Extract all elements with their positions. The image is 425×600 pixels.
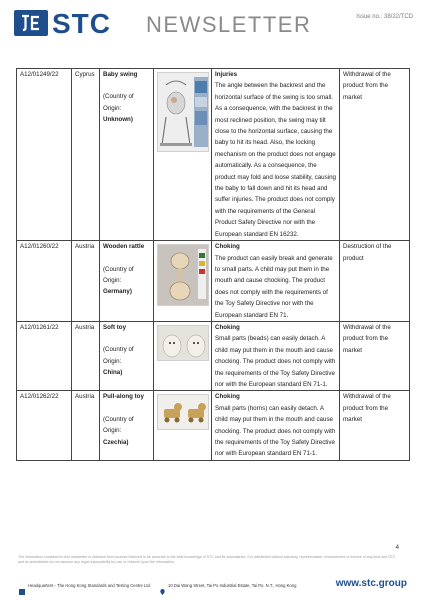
product-image-cell [154,69,212,241]
risk-description: Small parts (beads) can easily detach. A child may put them in the mouth and cause chocking. The product does not comply with the requirements of the Toy Safety Directive nor with the European standard EN 71-1. [215,335,336,388]
risk-type: Choking [215,393,240,401]
product-name: Wooden rattle [103,243,145,251]
pull-along-toy-photo [157,394,209,430]
stc-small-logo-icon [19,582,25,588]
table-row [17,241,410,322]
baby-swing-photo [157,72,209,152]
risk-description: The product can easily break and generate to small parts. A child may put them in the mouth and cause chocking. The product does not comply with the requirements of the Toy Safety Directive nor with the European standard EN 71. [215,254,333,319]
stc-logo-icon [19,13,43,33]
risk-description: Small parts (horns) can easily detach. A child may put them in the mouth and cause chocking. The product does not comply with the requirements of the Toy Safety Directive nor with European standard EN 71-1. [215,404,336,458]
table-row [17,391,410,460]
product-name: Pull-along toy [103,393,144,401]
product-cell [100,391,154,460]
disclaimer-text: The information contained in this newsletter is obtained from sources believed to be accurate to the best knowledge of STC and its subsidiaries. It is distributed without warranty, representation, endorsement or licence of any kind and STC and its subsidiaries do not assume any legal responsibility for use or reliance upon the information. [18,555,396,564]
issue-number: Issue no.: 38/22/TCD [356,14,413,20]
product-image-cell [154,241,212,322]
table-row [17,69,410,241]
risk-description-cell [212,391,340,460]
notification-id: A12/01249/22 [17,69,72,241]
product-cell [100,69,154,241]
logo-wordmark: STC [52,8,111,39]
stc-logo-mark [14,10,48,36]
page-number: 4 [395,545,399,551]
risk-type: Injuries [215,71,238,78]
address-text: 10 Dai Wang Street, Tai Po Industrial Estate, Tai Po, N.T., Hong Kong [168,583,297,588]
notifying-country: Cyprus [72,69,100,241]
newsletter-title: NEWSLETTER [146,12,312,37]
measure-taken: Withdrawal of the product from the market [340,69,410,241]
risk-description: The angle between the backrest and the horizontal surface of the swing is too small. As a consequence, with the backrest in the most reclined position, the swing may tilt close to the horizontal surface, causing the baby to hit its head. Also, the locking mechanism on the product does not engage automatically. As a consequence, the product may fold and loose stability, causing the baby to fall down and hit its head and suffer injuries. The product does not comply with the requirements of the General Product Safety Directive nor with the European standard EN 16232. [215,82,336,238]
notifying-country: Austria [72,321,100,390]
origin-value: Czechia) [103,438,129,446]
table-row [17,321,410,390]
origin-value: Unknown) [103,116,133,124]
notification-id: A12/01260/22 [17,241,72,322]
product-cell [100,241,154,322]
notifying-country: Austria [72,391,100,460]
soft-toy-photo [157,325,209,361]
newsletter-header [0,0,425,48]
origin-label: (Country of Origin: [103,265,134,284]
measure-taken: Withdrawal of the product from the market [340,321,410,390]
product-image-cell [154,391,212,460]
website-link[interactable]: www.stc.group [335,578,407,589]
origin-label: (Country of Origin: [103,415,134,435]
product-recall-table [16,68,410,461]
notification-id: A12/01262/22 [17,391,72,460]
risk-type: Choking [215,243,240,251]
origin-value: China) [103,369,123,377]
risk-description-cell [212,241,340,322]
measure-taken: Destruction of the product [340,241,410,322]
product-image-cell [154,321,212,390]
location-pin-icon [160,582,165,588]
origin-label: (Country of Origin: [103,93,134,112]
origin-value: Germany) [103,288,132,296]
origin-label: (Country of Origin: [103,346,134,365]
risk-type: Choking [215,323,240,331]
notification-id: A12/01261/22 [17,321,72,390]
product-cell [100,321,154,390]
footer-bar [0,576,425,600]
headquarters-text: Headquarters - The Hong Kong Standards and Testing Centre Ltd. [28,583,151,588]
measure-taken: Withdrawal of the product from the market [340,391,410,460]
product-name: Baby swing [103,71,138,78]
risk-description-cell [212,321,340,390]
product-name: Soft toy [103,323,127,331]
notifying-country: Austria [72,241,100,322]
wooden-rattle-photo [157,244,209,306]
risk-description-cell [212,69,340,241]
